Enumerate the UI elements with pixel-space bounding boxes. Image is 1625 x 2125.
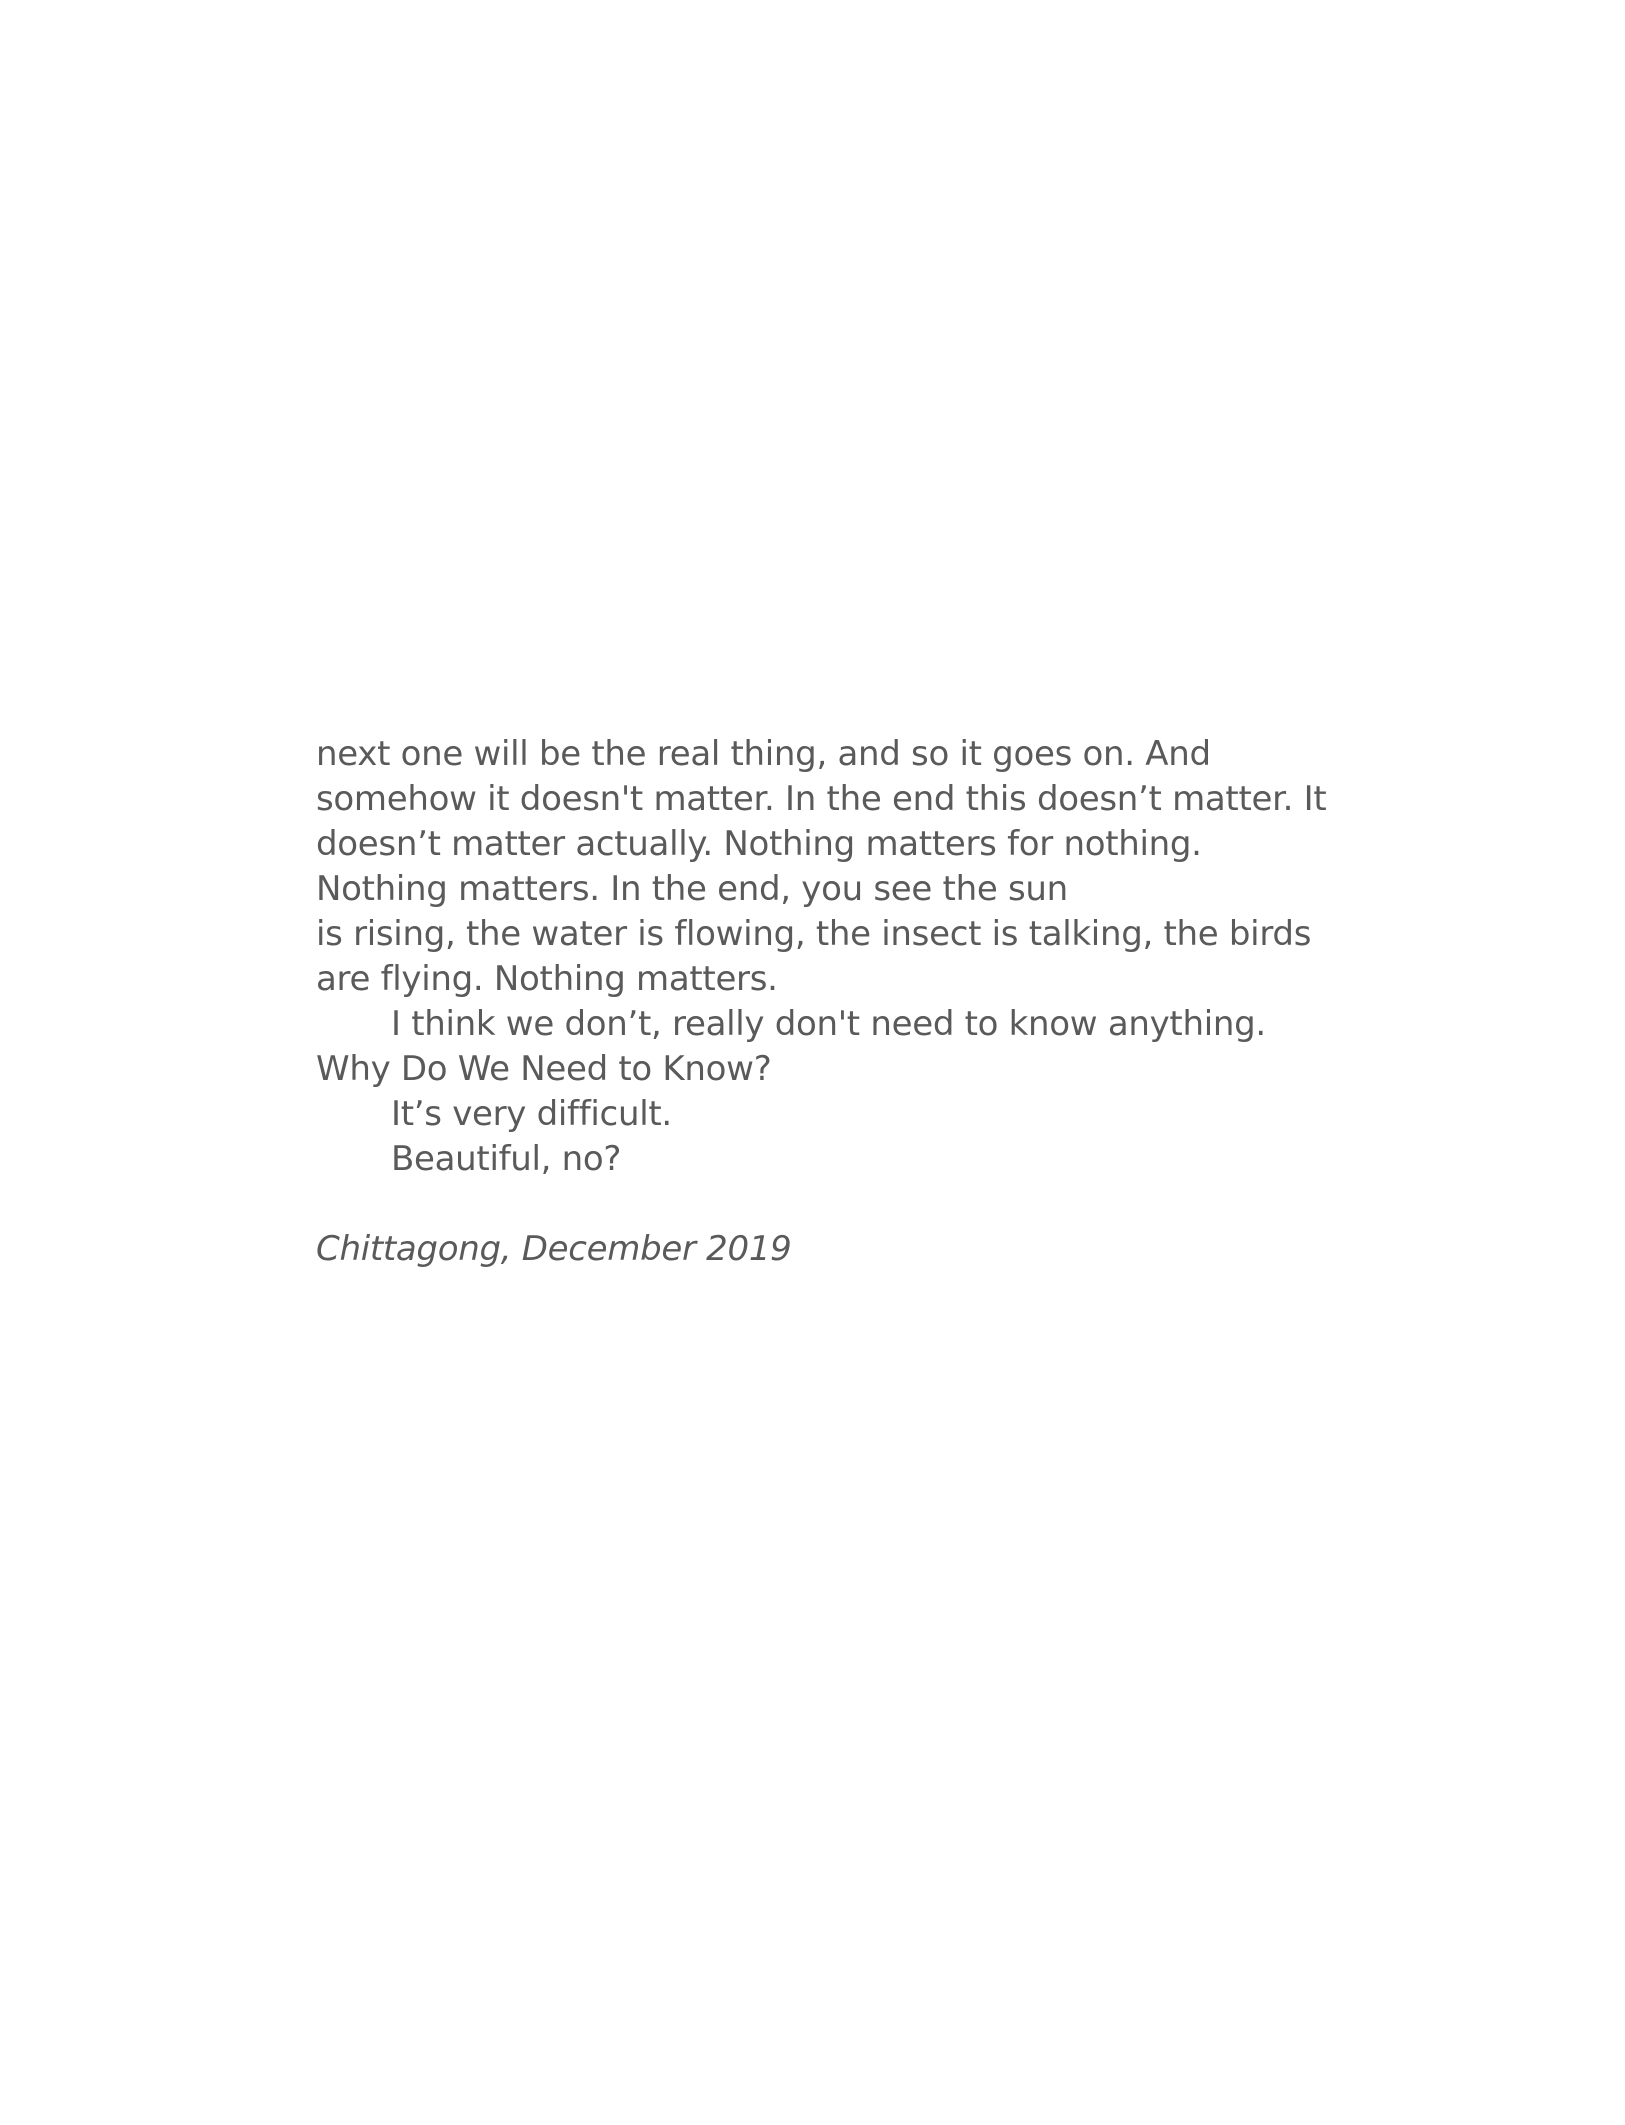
text-line-indented: I think we don’t, really don't need to know anything. — [391, 1004, 1266, 1044]
text-line: Nothing matters. In the end, you see the sun — [316, 869, 1068, 909]
text-line: Why Do We Need to Know? — [316, 1049, 772, 1089]
text-line: next one will be the real thing, and so it goes on. And — [316, 734, 1211, 774]
paragraph-spacer — [316, 1182, 1356, 1227]
body-text — [316, 732, 1356, 1272]
text-line-indented: It’s very difficult. — [391, 1094, 672, 1134]
text-line: are flying. Nothing matters. — [316, 959, 778, 999]
text-line: doesn’t matter actually. Nothing matters for nothing. — [316, 824, 1202, 864]
text-line: somehow it doesn't matter. In the end this doesn’t matter. It — [316, 779, 1327, 819]
text-line: is rising, the water is flowing, the insect is talking, the birds — [316, 914, 1312, 954]
signoff-place-date: Chittagong, December 2019 — [316, 1229, 792, 1269]
text-line-indented: Beautiful, no? — [391, 1139, 622, 1179]
